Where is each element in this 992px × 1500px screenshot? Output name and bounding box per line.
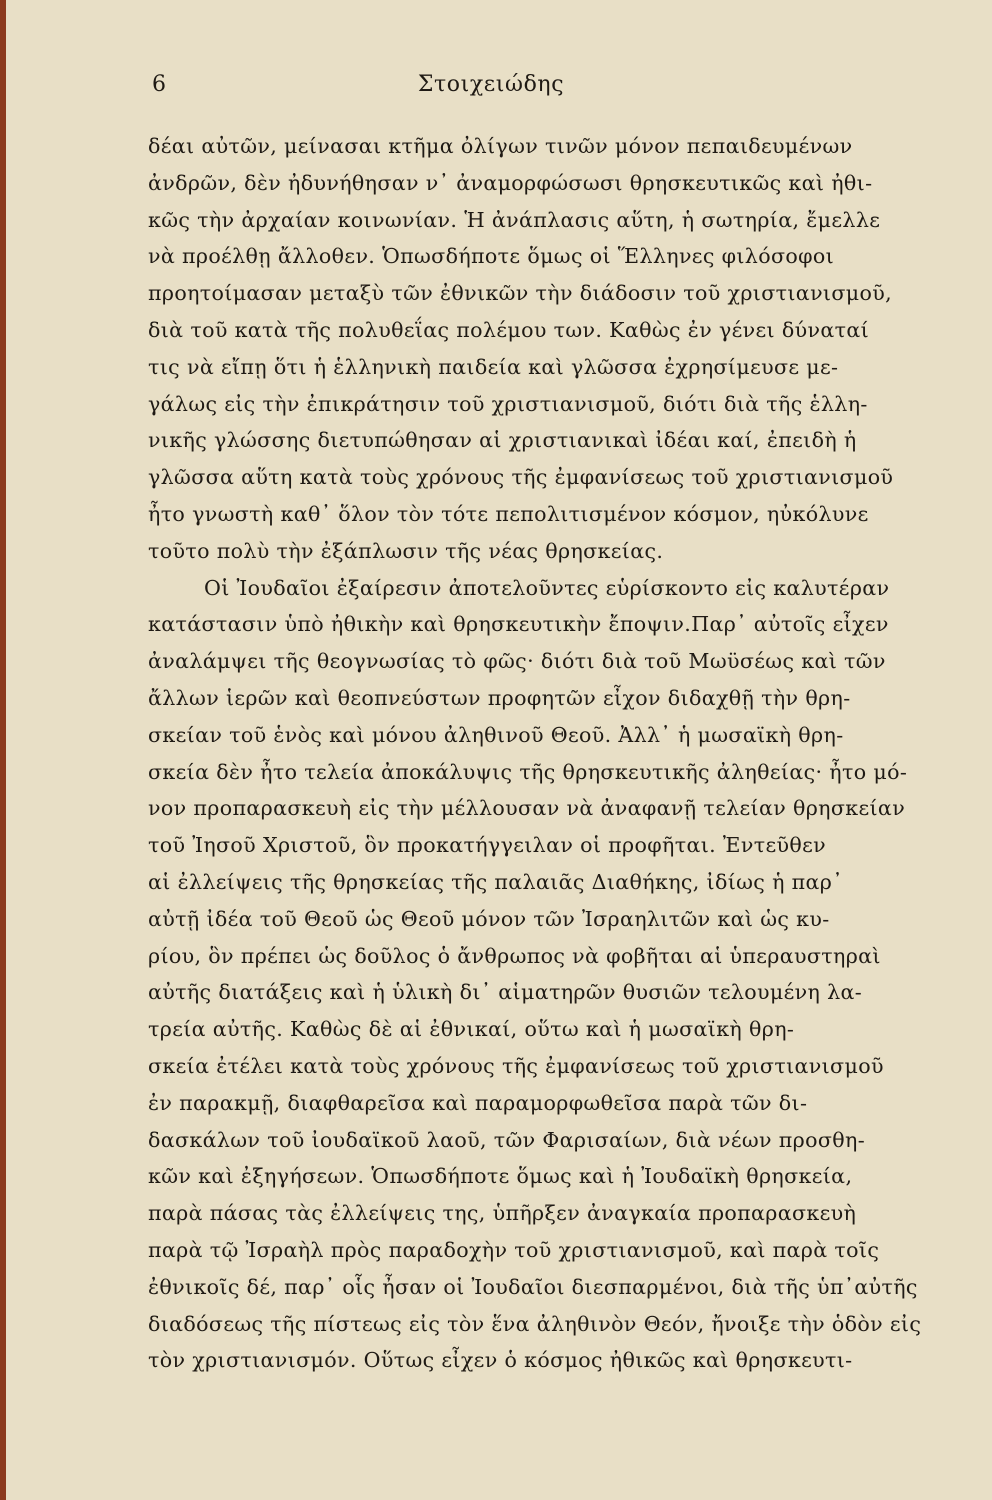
text-line: διαδόσεως τῆς πίστεως εἰς τὸν ἕνα ἀληθινὸν Θεόν, ἤνοιξε τὴν ὁδὸν εἰς	[148, 1311, 922, 1336]
text-line: ἐν παρακμῇ, διαφθαρεῖσα καὶ παραμορφωθεῖσα παρὰ τῶν δι-	[148, 1090, 808, 1115]
text-line: αὐτῇ ἰδέα τοῦ Θεοῦ ὡς Θεοῦ μόνον τῶν Ἰσραηλιτῶν καὶ ὡς κυ-	[148, 906, 830, 931]
text-line: ἀνδρῶν, δὲν ἠδυνήθησαν ν᾿ ἀναμορφώσωσι θρησκευτικῶς καὶ ἠθι-	[148, 170, 873, 195]
text-line: γάλως εἰς τὴν ἐπικράτησιν τοῦ χριστιανισμοῦ, διότι διὰ τῆς ἑλλη-	[148, 391, 868, 416]
body-text	[148, 128, 960, 1379]
text-line: ρίου, ὃν πρέπει ὡς δοῦλος ὁ ἄνθρωπος νὰ φοβῆται αἱ ὑπεραυστηραὶ	[148, 943, 881, 968]
text-line: προητοίμασαν μεταξὺ τῶν ἐθνικῶν τὴν διάδοσιν τοῦ χριστιανισμοῦ,	[148, 281, 893, 306]
text-line: τὸν χριστιανισμόν. Οὕτως εἶχεν ὁ κόσμος ἠθικῶς καὶ θρησκευτι-	[148, 1348, 853, 1373]
text-line: αὐτῆς διατάξεις καὶ ἡ ὑλικὴ δι᾿ αἱματηρῶν θυσιῶν τελουμένη λα-	[148, 980, 863, 1005]
text-line: γλῶσσα αὕτη κατὰ τοὺς χρόνους τῆς ἐμφανίσεως τοῦ χριστιανισμοῦ	[148, 465, 894, 490]
text-line: κῶν καὶ ἐξηγήσεων. Ὁπωσδήποτε ὅμως καὶ ἡ Ἰουδαϊκὴ θρησκεία,	[148, 1164, 853, 1189]
text-line: ἀναλάμψει τῆς θεογνωσίας τὸ φῶς· διότι διὰ τοῦ Μωϋσέως καὶ τῶν	[148, 649, 886, 674]
text-line: σκείαν τοῦ ἑνὸς καὶ μόνου ἀληθινοῦ Θεοῦ. Ἀλλ᾿ ἡ μωσαϊκὴ θρη-	[148, 722, 844, 747]
text-line: τοῦτο πολὺ τὴν ἐξάπλωσιν τῆς νέας θρησκείας.	[148, 538, 664, 563]
text-line: παρὰ τῷ Ἰσραὴλ πρὸς παραδοχὴν τοῦ χριστιανισμοῦ, καὶ παρὰ τοῖς	[148, 1237, 880, 1262]
paragraph-start-line: Οἱ Ἰουδαῖοι ἐξαίρεσιν ἀποτελοῦντες εὑρίσκοντο εἰς καλυτέραν	[204, 575, 890, 600]
text-line: δασκάλων τοῦ ἰουδαϊκοῦ λαοῦ, τῶν Φαρισαίων, διὰ νέων προσθη-	[148, 1127, 866, 1152]
text-line: κατάστασιν ὑπὸ ἠθικὴν καὶ θρησκευτικὴν ἔποψιν.Παρ᾿ αὐτοῖς εἶχεν	[148, 612, 889, 637]
text-line: διὰ τοῦ κατὰ τῆς πολυθεΐας πολέμου των. Καθὼς ἐν γένει δύναταί	[148, 317, 870, 342]
text-line: νον προπαρασκευὴ εἰς τὴν μέλλουσαν νὰ ἀναφανῇ τελείαν θρησκείαν	[148, 796, 906, 821]
text-line: κῶς τὴν ἀρχαίαν κοινωνίαν. Ἡ ἀνάπλασις αὕτη, ἡ σωτηρία, ἔμελλε	[148, 207, 881, 232]
text-line: σκεία δὲν ἦτο τελεία ἀποκάλυψις τῆς θρησκευτικῆς ἀληθείας· ἦτο μό-	[148, 759, 908, 784]
text-line: αἱ ἐλλείψεις τῆς θρησκείας τῆς παλαιᾶς Διαθήκης, ἰδίως ἡ παρ᾿	[148, 869, 843, 894]
page-edge	[0, 0, 6, 1500]
text-line: νὰ προέλθῃ ἄλλοθεν. Ὁπωσδήποτε ὅμως οἱ Ἕλληνες φιλόσοφοι	[148, 244, 835, 269]
text-line: σκεία ἐτέλει κατὰ τοὺς χρόνους τῆς ἐμφανίσεως τοῦ χριστιανισμοῦ	[148, 1053, 884, 1078]
text-line: νικῆς γλώσσης διετυπώθησαν αἱ χριστιανικαὶ ἰδέαι καί, ἐπειδὴ ἡ	[148, 428, 857, 453]
text-line: ἐθνικοῖς δέ, παρ᾿ οἷς ἦσαν οἱ Ἰουδαῖοι διεσπαρμένοι, διὰ τῆς ὑπ᾿αὐτῆς	[148, 1274, 918, 1299]
page-number: 6	[152, 72, 167, 97]
text-line: τις νὰ εἴπῃ ὅτι ἡ ἑλληνικὴ παιδεία καὶ γλῶσσα ἐχρησίμευσε με-	[148, 354, 839, 379]
text-line: ἄλλων ἱερῶν καὶ θεοπνεύστων προφητῶν εἶχον διδαχθῇ τὴν θρη-	[148, 685, 851, 710]
text-line: δέαι αὐτῶν, μείνασαι κτῆμα ὀλίγων τινῶν μόνον πεπαιδευμένων	[148, 134, 853, 158]
page-header	[150, 72, 832, 104]
text-line: τρεία αὐτῆς. Καθὼς δὲ αἱ ἐθνικαί, οὕτω καὶ ἡ μωσαϊκὴ θρη-	[148, 1017, 795, 1042]
running-head: Στοιχειώδης	[417, 72, 565, 97]
text-line: ἦτο γνωστὴ καθ᾿ ὅλον τὸν τότε πεπολιτισμένον κόσμον, ηὐκόλυνε	[148, 501, 869, 526]
text-line: τοῦ Ἰησοῦ Χριστοῦ, ὃν προκατήγγειλαν οἱ προφῆται. Ἐντεῦθεν	[148, 833, 826, 858]
text-line: παρὰ πάσας τὰς ἐλλείψεις της, ὑπῆρξεν ἀναγκαία προπαρασκευὴ	[148, 1201, 857, 1226]
